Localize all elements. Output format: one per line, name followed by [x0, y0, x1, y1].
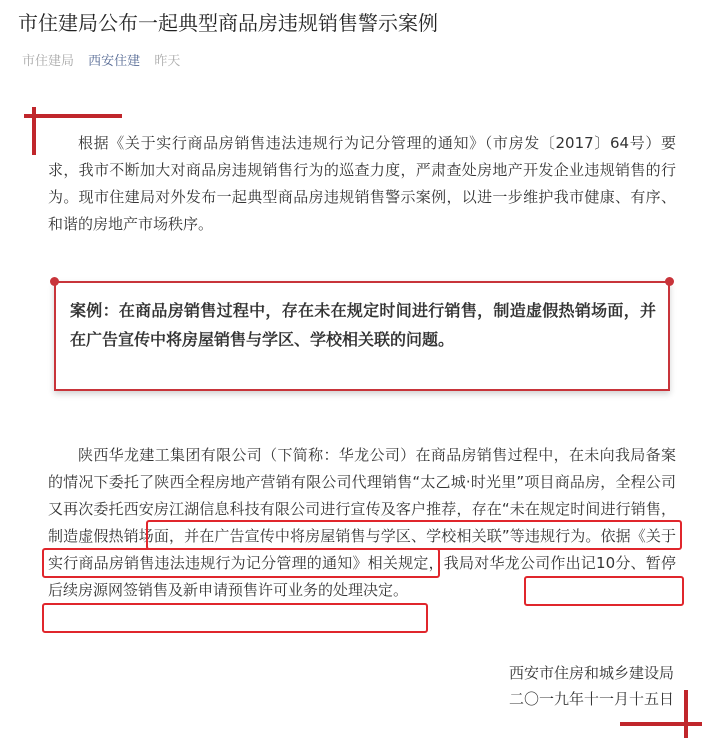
case-summary-text: 案例：在商品房销售过程中，存在未在规定时间进行销售，制造虚假热销场面，并在广告宣传中将房屋销售与学区、学校相关联的问题。 [70, 301, 656, 349]
intro-text: 根据《关于实行商品房销售违法违规行为记分管理的通知》（市房发〔2017〕64号）要求，我市不断加大对商品房违规销售行为的巡查力度，严肃查处房地产开发企业违规销售的行为。现市住建局对外发布一起典型商品房违规销售警示案例，以进一步维护我市健康、有序、和谐的房地产市场秩序。 [48, 134, 676, 233]
source-label: 市住建局 [22, 54, 75, 69]
highlight-violation-line2 [42, 548, 440, 578]
highlight-penalty-line1 [524, 576, 684, 606]
publish-time: 昨天 [154, 54, 181, 69]
article-meta [22, 52, 190, 72]
article-title: 市住建局公布一起典型商品房违规销售警示案例 [18, 11, 438, 35]
intro-paragraph [48, 130, 676, 238]
signature-org: 西安市住房和城乡建设局 [508, 664, 674, 682]
corner-decoration-bottom-right [684, 690, 688, 738]
case-box-dot-left [50, 277, 59, 286]
signature-date: 二〇一九年十一月十五日 [508, 690, 674, 708]
corner-decoration-bottom-right-bar [620, 722, 702, 726]
corner-decoration-top-left-bar [24, 114, 122, 118]
highlight-violation-line1 [146, 520, 682, 550]
body-text: 陕西华龙建工集团有限公司（下简称：华龙公司）在商品房销售过程中，在未向我局备案的情况下委托了陕西全程房地产营销有限公司代理销售“太乙城·时光里”项目商品房，全程公司又再次委托西安房江湖信息科技有限公司进行宣传及客户推荐，存在“未在规定时间进行销售，制造虚假热销场面，并在广告宣传中将房屋销售与学区、学校相关联”等违规行为。依据《关于实行商品房销售违法违规行为记分管理的通知》相关规定，我局对华龙公司作出记10分、暂停后续房源网签销售及新申请预售许可业务的处理决定。 [48, 446, 676, 599]
highlight-penalty-line2 [42, 603, 428, 633]
account-link[interactable]: 西安住建 [88, 54, 141, 69]
case-box-dot-right [665, 277, 674, 286]
